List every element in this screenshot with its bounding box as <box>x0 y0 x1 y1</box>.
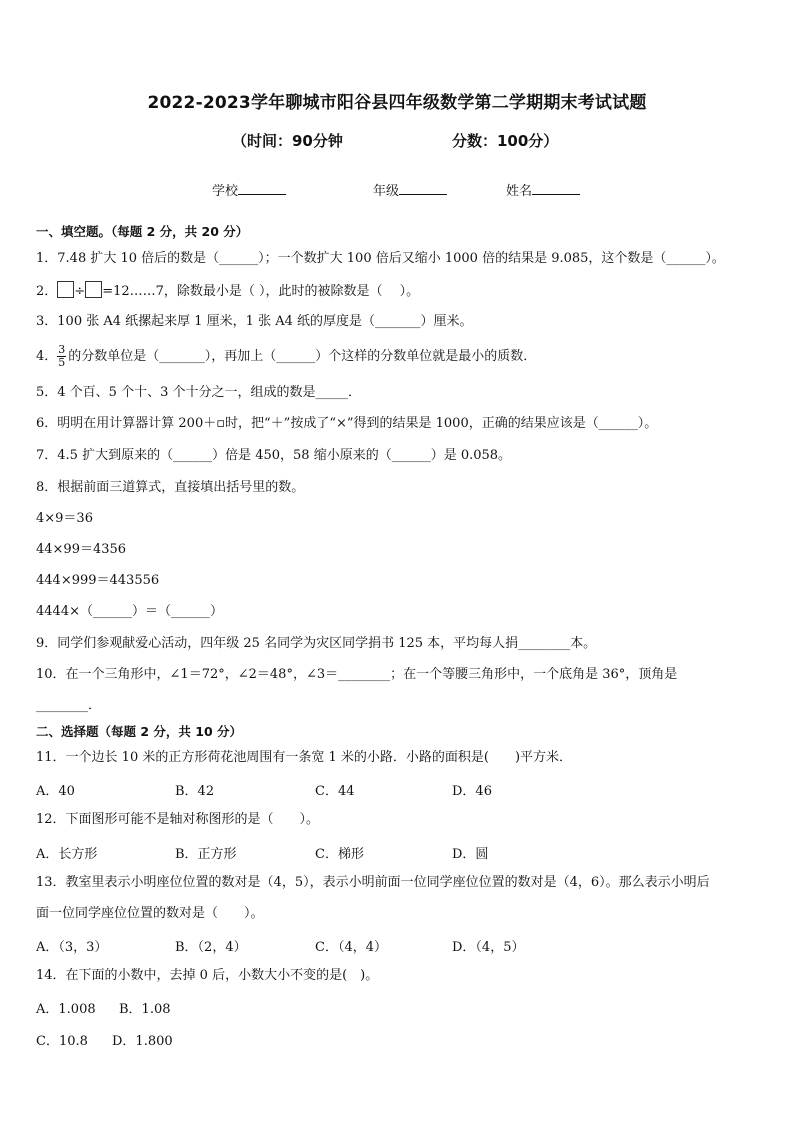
grade-field <box>373 180 447 199</box>
question-9: 9．同学们参观献爱心活动，四年级 25 名同学为灾区同学捐书 125 本，平均每人捐________本。 <box>36 636 597 651</box>
section1-heading: 一、填空题。（每题 2 分，共 20 分） <box>36 224 249 239</box>
q12-option-b[interactable]: B．正方形 <box>175 847 237 862</box>
grade-blank[interactable] <box>399 182 447 195</box>
question-14: 14．在下面的小数中，去掉 0 后，小数大小不变的是( )。 <box>36 968 379 983</box>
question-3: 3．100 张 A4 纸摞起来厚 1 厘米，1 张 A4 纸的厚度是（_______）厘米。 <box>36 314 473 329</box>
section2-heading: 二、选择题（每题 2 分，共 10 分） <box>36 724 243 739</box>
division-sign: ÷ <box>74 284 86 299</box>
dividend-box[interactable] <box>57 281 74 298</box>
school-label: 学校 <box>212 184 239 199</box>
q14-option-c[interactable]: C．10.8 <box>36 1034 88 1049</box>
q13-option-b[interactable]: B．（2，4） <box>175 940 247 955</box>
question-2-number: 2． <box>36 284 58 299</box>
question-10: 10．在一个三角形中，∠1＝72°，∠2＝48°，∠3＝________；在一个等腰三角形中，一个底角是 36°，顶角是 <box>36 667 678 682</box>
grade-label: 年级 <box>373 184 400 199</box>
question-6: 6．明明在用计算器计算 200＋▫时，把“＋”按成了“×”得到的结果是 1000，正确的结果应该是（______）。 <box>36 416 658 431</box>
q11-option-d[interactable]: D．46 <box>452 784 492 799</box>
q14-option-a[interactable]: A．1.008 <box>36 1002 96 1017</box>
name-field <box>506 180 580 199</box>
school-blank[interactable] <box>238 182 286 195</box>
question-10-continued: ________． <box>36 698 102 713</box>
equation-2: 44×99＝4356 <box>36 542 127 557</box>
page-title: 2022-2023学年聊城市阳谷县四年级数学第二学期期末考试试题 <box>147 93 647 113</box>
question-13: 13．教室里表示小明座位位置的数对是（4，5），表示小明前面一位同学座位位置的数对是（4，6）。那么表示小明后 <box>36 875 710 890</box>
question-11: 11．一个边长 10 米的正方形荷花池周围有一条宽 1 米的小路．小路的面积是( )平方米． <box>36 750 573 765</box>
q11-option-a[interactable]: A．40 <box>36 784 75 799</box>
question-12: 12．下面图形可能不是轴对称图形的是（ ）。 <box>36 812 320 827</box>
fraction-denominator: 5 <box>58 356 66 369</box>
equation-1: 4×9＝36 <box>36 511 93 526</box>
name-blank[interactable] <box>532 182 580 195</box>
question-2 <box>36 281 766 301</box>
question-8: 8．根据前面三道算式，直接填出括号里的数。 <box>36 480 305 495</box>
question-13-continued: 面一位同学座位位置的数对是（ ）。 <box>36 906 264 921</box>
question-4-text: 的分数单位是（_______），再加上（______）个这样的分数单位就是最小的质数． <box>68 349 537 364</box>
school-field <box>212 180 286 199</box>
q11-option-b[interactable]: B．42 <box>175 784 215 799</box>
q12-option-d[interactable]: D．圆 <box>452 847 489 862</box>
exam-time: （时间：90分钟 <box>232 132 343 150</box>
question-5: 5．4 个百、5 个十、3 个十分之一，组成的数是_____． <box>36 385 361 400</box>
question-4 <box>36 340 766 374</box>
q14-option-b[interactable]: B．1.08 <box>119 1002 171 1017</box>
equation-4: 4444×（______）＝（______） <box>36 604 223 619</box>
fraction <box>57 344 66 369</box>
question-1: 1．7.48 扩大 10 倍后的数是（______）；一个数扩大 100 倍后又缩小 1000 倍的结果是 9.085，这个数是（______）。 <box>36 251 725 266</box>
name-label: 姓名 <box>506 184 533 199</box>
fraction-numerator: 3 <box>58 343 66 356</box>
q13-option-a[interactable]: A．（3，3） <box>36 940 108 955</box>
q13-option-d[interactable]: D．（4，5） <box>452 940 525 955</box>
question-2-text: =12……7，除数最小是（ ），此时的被除数是（ ）。 <box>102 284 420 299</box>
question-7: 7．4.5 扩大到原来的（______）倍是 450，58 缩小原来的（______）是 0.058。 <box>36 448 512 463</box>
equation-3: 444×999＝443556 <box>36 573 160 588</box>
exam-score: 分数：100分） <box>452 132 559 150</box>
q12-option-a[interactable]: A．长方形 <box>36 847 98 862</box>
q12-option-c[interactable]: C．梯形 <box>315 847 364 862</box>
divisor-box[interactable] <box>85 281 102 298</box>
q14-option-d[interactable]: D．1.800 <box>112 1034 173 1049</box>
q13-option-c[interactable]: C．（4，4） <box>315 940 387 955</box>
q11-option-c[interactable]: C．44 <box>315 784 355 799</box>
question-4-number: 4． <box>36 349 58 364</box>
